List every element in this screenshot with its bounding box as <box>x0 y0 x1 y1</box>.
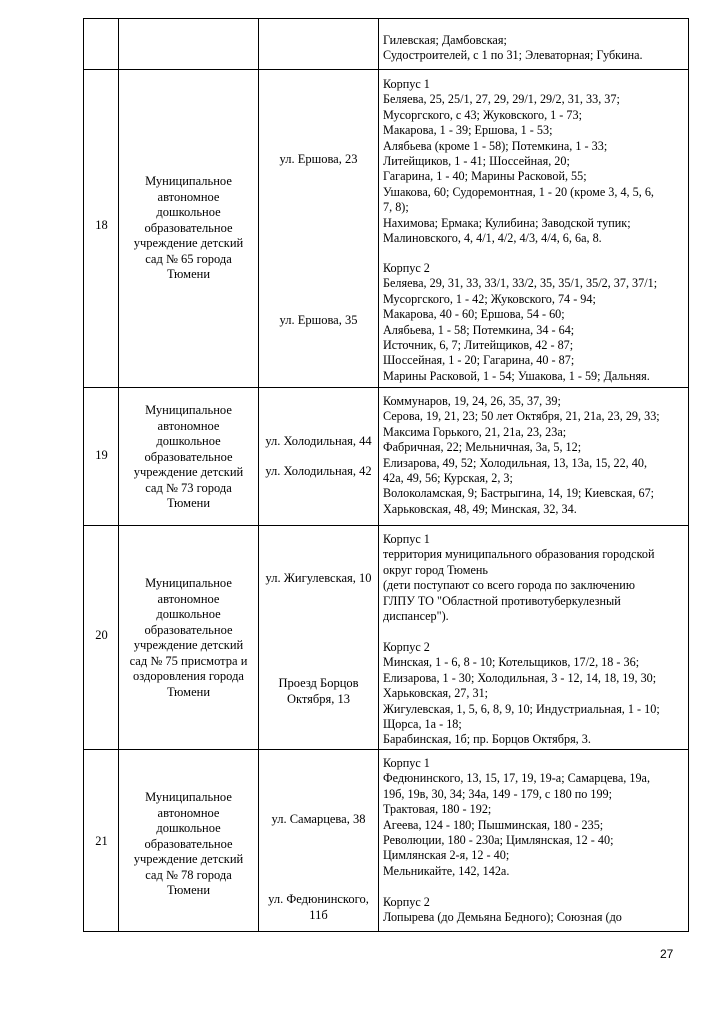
streets-block: Корпус 2 Беляева, 29, 31, 33, 33/1, 33/2, 35, 35/1, 35/2, 37, 37/1; Мусоргского, 1 - 42; Жуковского, 74 - 94; Макарова, 40 - 60; Ершова, 54 - 60; Алябьева, 1 - 58; Потемкина, 34 - 64; Источник, 6, 7; Литейщиков, 42 - 87; Шоссейная, 1 - 20; Гагарина, 40 - 87; Марины Расковой, 1 - 54; Ушакова, 1 - 59; Дальняя. <box>383 261 658 383</box>
address: ул. Самарцева, 38 <box>271 812 366 826</box>
streets-block: Корпус 2 Минская, 1 - 6, 8 - 10; Котельщиков, 17/2, 18 - 36; Елизарова, 1 - 30; Холодильная, 3 - 12, 14, 18, 19, 30; Харьковская, 27, 31; Жигулевская, 1, 5, 6, 8, 9, 10; Индустриальная, 1 - 10; Щорса, 1а - 18; Барабинская, 1б; пр. Борцов Октября, 3. <box>383 640 660 747</box>
street-line: Гилевская; Дамбовская; <box>383 33 507 47</box>
address: ул. Жигулевская, 10 <box>265 571 372 585</box>
address: ул. Ершова, 23 <box>279 152 358 166</box>
streets-block: Корпус 1 Федюнинского, 13, 15, 17, 19, 19-а; Самарцева, 19а, 19б, 19в, 30, 34; 34а, 149 - 179, с 180 по 199; Трактовая, 180 - 192; Агеева, 124 - 180; Пышминская, 180 - 235; Революции, 180 - 230а; Цимлянская, 12 - 40; Цимлянская 2-я, 12 - 40; Мельникайте, 142, 142а. <box>383 756 650 878</box>
table-row <box>83 388 689 526</box>
streets-block: Коммунаров, 19, 24, 26, 35, 37, 39; Серова, 19, 21, 23; 50 лет Октября, 21, 21а, 23, 29, 33; Максима Горького, 21, 21а, 23, 23а; Фабричная, 22; Мельничная, 3а, 5, 12; Елизарова, 49, 52; Холодильная, 13, 13а, 15, 22, 40, 42а, 49, 56; Курская, 2, 3; Волоколамская, 9; Бастрыгина, 14, 19; Киевская, 67; Харьковская, 48, 49; Минская, 32, 34. <box>383 394 660 516</box>
table-row <box>83 70 689 388</box>
row-number: 18 <box>95 218 108 232</box>
page-number: 27 <box>660 947 674 961</box>
table-row <box>83 750 689 932</box>
streets-block: Корпус 1 Беляева, 25, 25/1, 27, 29, 29/1, 29/2, 31, 33, 37; Мусоргского, с 43; Жуковского, 1 - 73; Макарова, 1 - 39; Ершова, 1 - 53; Алябьева (кроме 1 - 58); Потемкина, 1 - 33; Литейщиков, 1 - 41; Шоссейная, 20; Гагарина, 1 - 40; Марины Расковой, 55; Ушакова, 60; Судоремонтная, 1 - 20 (кроме 3, 4, 5, 6, 7, 8); Нахимова; Ермака; Кулибина; Заводской тупик; Малиновского, 4, 4/1, 4/2, 4/3, 4/4, 6, 6а, 8. <box>383 77 654 246</box>
institution-name: Муниципальное автономное дошкольное образовательное учреждение детский сад № 73 города Тюмени <box>133 403 244 510</box>
table-row <box>83 18 689 70</box>
institution-name: Муниципальное автономное дошкольное образовательное учреждение детский сад № 78 города Тюмени <box>133 790 244 897</box>
row-number: 21 <box>95 834 108 848</box>
streets-block <box>383 33 686 64</box>
table-row <box>83 526 689 750</box>
districts-table <box>83 18 689 932</box>
streets-block: Корпус 2 Лопырева (до Демьяна Бедного); Союзная (до <box>383 895 622 925</box>
address: ул. Холодильная, 42 <box>265 464 372 478</box>
address: ул. Федюнинского, 11б <box>268 892 369 922</box>
address: Проезд Борцов Октября, 13 <box>278 676 359 706</box>
address: ул. Ершова, 35 <box>279 313 358 327</box>
streets-block: Корпус 1 территория муниципального образования городской округ город Тюмень (дети поступают со всего города по заключению ГЛПУ ТО "Областной противотуберкулезный диспансер"). <box>383 532 655 624</box>
row-number: 19 <box>95 448 108 462</box>
address: ул. Холодильная, 44 <box>265 434 372 448</box>
street-line: Судостроителей, с 1 по 31; Элеваторная; Губкина. <box>383 48 643 63</box>
institution-name: Муниципальное автономное дошкольное образовательное учреждение детский сад № 65 города Тюмени <box>133 174 244 281</box>
row-number: 20 <box>95 628 108 642</box>
institution-name: Муниципальное автономное дошкольное образовательное учреждение детский сад № 75 присмотра и оздоровления города Тюмени <box>129 576 248 699</box>
